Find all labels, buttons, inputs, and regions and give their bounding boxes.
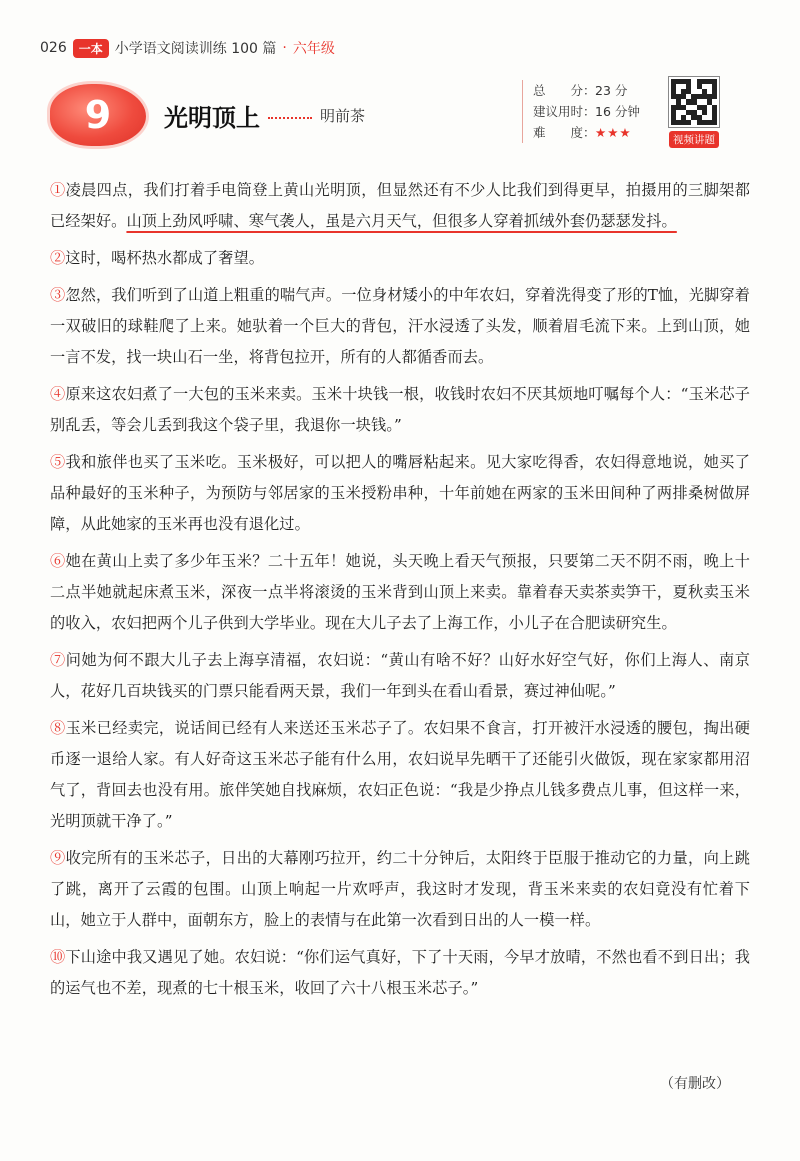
underlined-sentence: 山顶上劲风呼啸、寒气袭人，虽是六月天气，但很多人穿着抓绒外套仍瑟瑟发抖。 — [126, 212, 677, 230]
header-separator: · — [282, 40, 287, 56]
paragraph-number: ⑩ — [50, 948, 66, 966]
series-title: 小学语文阅读训练 100 篇 — [114, 41, 277, 57]
total-score-label: 总 分： — [533, 83, 596, 98]
paragraph-number: ⑤ — [50, 453, 66, 471]
suggested-time-row — [533, 101, 663, 122]
paragraph-text: 我和旅伴也买了玉米吃。玉米极好，可以把人的嘴唇粘起来。见大家吃得香，农妇得意地说，她买了品种最好的玉米种子，为预防与邻居家的玉米授粉串种，十年前她在两家的玉米田间种了两排桑树做屏障，从此她家的玉米再也没有退化过。 — [50, 453, 750, 533]
lesson-info-box — [522, 80, 663, 143]
paragraph-number: ③ — [50, 286, 66, 304]
suggested-time-label: 建议用时： — [533, 104, 596, 119]
article-body — [50, 175, 750, 1010]
page-number: 026 — [40, 40, 67, 56]
qr-caption: 视频讲题 — [669, 131, 719, 148]
title-dotted-divider — [268, 117, 312, 119]
lesson-number-badge: 9 — [50, 84, 146, 146]
paragraph — [50, 379, 750, 441]
paragraph-text: 原来这农妇煮了一大包的玉米来卖。玉米十块钱一根，收钱时农妇不厌其烦地叮嘱每个人：“玉米芯子别乱丢，等会儿丢到我这个袋子里，我退你一块钱。” — [50, 385, 750, 434]
page-header — [40, 38, 335, 58]
qr-code-icon[interactable] — [668, 76, 720, 128]
paragraph-text: 问她为何不跟大儿子去上海享清福，农妇说：“黄山有啥不好？山好水好空气好，你们上海人、南京人，花好几百块钱买的门票只能看两天景，我们一年到头在看山看景，赛过神仙呢。” — [50, 651, 750, 700]
paragraph-text: 玉米已经卖完，说话间已经有人来送还玉米芯子了。农妇果不食言，打开被汗水浸透的腰包，掏出硬币逐一退给人家。有人好奇这玉米芯子能有什么用，农妇说早先晒干了还能引火做饭，现在家家都用沼气了，背回去也没有用。旅伴笑她自找麻烦，农妇正色说：“我是少挣点儿钱多费点儿事，但这样一来，光明顶就干净了。” — [50, 719, 750, 830]
total-score-value: 23 分 — [595, 83, 628, 98]
difficulty-label: 难 度： — [533, 125, 596, 140]
paragraph — [50, 280, 750, 373]
difficulty-row — [533, 122, 663, 143]
paragraph-text: 忽然，我们听到了山道上粗重的喘气声。一位身材矮小的中年农妇，穿着洗得变了形的T恤，光脚穿着一双破旧的球鞋爬了上来。她驮着一个巨大的背包，汗水浸透了头发，顺着眉毛流下来。上到山顶，她一言不发，找一块山石一坐，将背包拉开，所有的人都循香而去。 — [50, 286, 750, 366]
suggested-time-value: 16 分钟 — [595, 104, 640, 119]
paragraph-number: ⑧ — [50, 719, 66, 737]
lesson-author: 明前茶 — [320, 106, 366, 125]
paragraph-number: ⑨ — [50, 849, 66, 867]
total-score-row — [533, 80, 663, 101]
paragraph — [50, 942, 750, 1004]
paragraph-number: ⑦ — [50, 651, 66, 669]
paragraph-number: ④ — [50, 385, 66, 403]
paragraph-text: 下山途中我又遇见了她。农妇说：“你们运气真好，下了十天雨，今早才放晴，不然也看不到日出；我的运气也不差，现煮的七十根玉米，收回了六十八根玉米芯子。” — [50, 948, 750, 997]
paragraph — [50, 843, 750, 936]
paragraph-text: 她在黄山上卖了多少年玉米？二十五年！她说，头天晚上看天气预报，只要第二天不阴不雨，晚上十二点半她就起床煮玉米，深夜一点半将滚烫的玉米背到山顶上来卖。靠着春天卖茶卖笋干，夏秋卖玉米的收入，农妇把两个儿子供到大学毕业。现在大儿子去了上海工作，小儿子在合肥读研究生。 — [50, 552, 750, 632]
paragraph-text: 凌晨四点，我们打着手电筒登上黄山光明顶，但显然还有不少人比我们到得更早，拍摄用的三脚架都已经架好。 — [50, 181, 750, 230]
source-note: （有删改） — [660, 1076, 730, 1092]
paragraph-text: 这时，喝杯热水都成了奢望。 — [65, 249, 265, 267]
paragraph-number: ② — [50, 249, 66, 267]
paragraph — [50, 175, 750, 237]
brand-logo: 一本 — [73, 39, 109, 58]
paragraph-number: ① — [50, 181, 66, 199]
paragraph — [50, 447, 750, 540]
paragraph — [50, 713, 750, 837]
lesson-title: 光明顶上 — [164, 103, 260, 132]
lesson-title-row — [50, 84, 365, 146]
video-qr-block[interactable] — [665, 76, 723, 148]
paragraph — [50, 546, 750, 639]
paragraph — [50, 645, 750, 707]
paragraph — [50, 243, 750, 274]
series-grade: 六年级 — [292, 41, 335, 57]
paragraph-number: ⑥ — [50, 552, 66, 570]
difficulty-stars: ★★★ — [595, 125, 632, 140]
qr-module — [712, 120, 717, 125]
paragraph-text: 收完所有的玉米芯子，日出的大幕刚巧拉开，约二十分钟后，太阳终于臣服于推动它的力量，向上跳了跳，离开了云霞的包围。山顶上响起一片欢呼声，我这时才发现，背玉米来卖的农妇竟没有忙着下山，她立于人群中，面朝东方，脸上的表情与在此第一次看到日出的人一模一样。 — [50, 849, 750, 929]
